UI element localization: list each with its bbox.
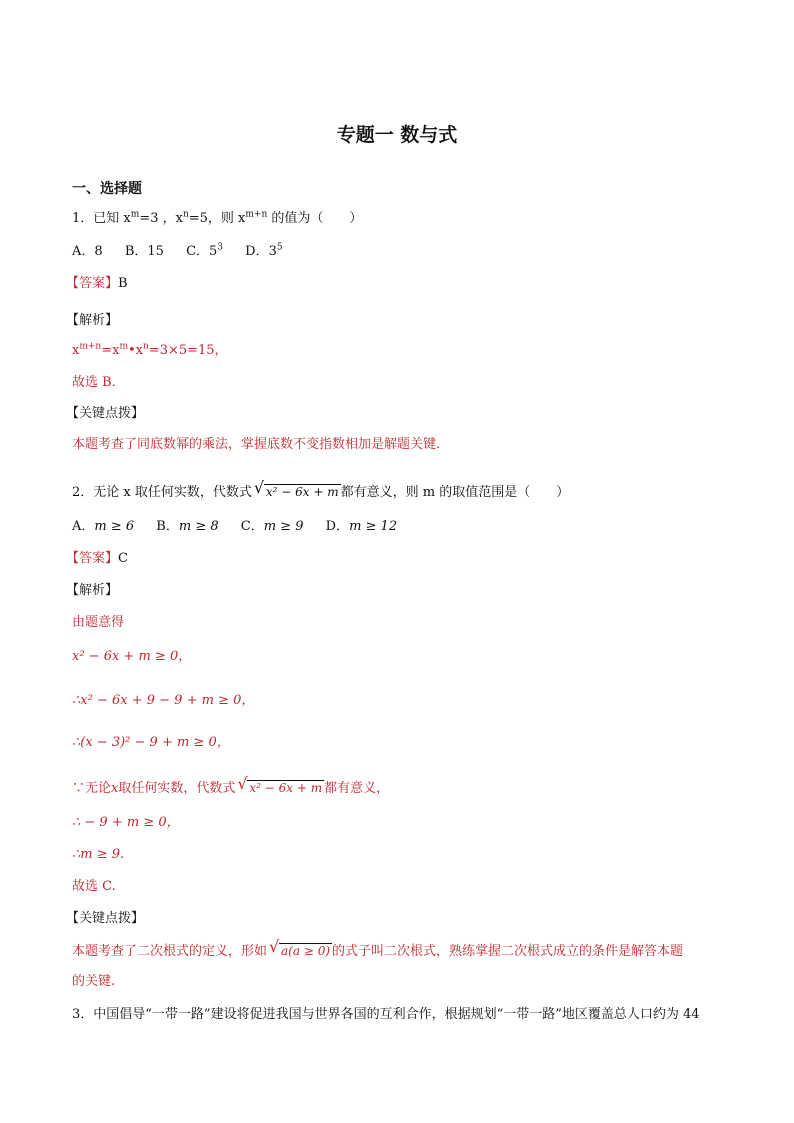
q1-option-b: B．15 (124, 244, 164, 259)
q1-option-a: A．8 (72, 244, 103, 259)
q2-analysis-label: 【解析】 (66, 583, 119, 598)
q2-analysis-line4: ∴(x − 3)² − 9 + m ≥ 0， (72, 735, 230, 750)
q1-option-d: D．$3^5$ (245, 242, 283, 259)
q2-option-b: B．m ≥ 8 (156, 519, 219, 534)
q2-key-label: 【关键点拨】 (66, 911, 145, 926)
q1-stem: 1．已知 $x^m=3$ ，$x^n=5$，则 $x^{m+n}$ 的值为（ ） (72, 209, 363, 226)
q2-analysis-line2: x² − 6x + m ≥ 0， (72, 649, 192, 664)
q1-analysis-line2: 故选 B． (72, 375, 125, 390)
q2-answer: 【答案】C (66, 551, 128, 566)
q1-options (72, 243, 301, 261)
q2-option-a: A．m ≥ 6 (72, 519, 135, 534)
q2-key-radical: √ a(a ≥ 0) (269, 942, 332, 961)
q1-analysis-label: 【解析】 (66, 313, 119, 328)
q2-analysis-line8: 故选 C. (72, 879, 116, 894)
q2-analysis-line1: 由题意得 (72, 615, 125, 630)
q2-analysis-line7: ∴m ≥ 9. (72, 847, 125, 862)
q1-key-label: 【关键点拨】 (66, 406, 145, 421)
q2-key-text-line1: 本题考查了二次根式的定义，形如√ a(a ≥ 0) 的式子叫二次根式，熟练掌握二次根式成立的条件是解答本题 (72, 942, 683, 961)
q2-analysis-line6: ∴ − 9 + m ≥ 0， (72, 815, 180, 830)
q1-answer: 【答案】B (66, 276, 128, 291)
q2-option-d: D．m ≥ 12 (325, 519, 398, 534)
q2-option-c: C．m ≥ 9 (240, 519, 304, 534)
q1-option-c: C．$5^3$ (186, 242, 224, 259)
q2-options (72, 518, 415, 536)
q2-analysis-line3: ∴x² − 6x + 9 − 9 + m ≥ 0， (72, 693, 255, 708)
q2-analysis-line5: ∵无论x取任何实数，代数式√ x² − 6x + m 都有意义， (72, 779, 389, 798)
q2-stem: 2．无论 x 取任何实数，代数式√ x² − 6x + m 都有意义，则 m 的取值范围是（ ） (72, 483, 569, 502)
q3-stem: 3．中国倡导“一带一路”建设将促进我国与世界各国的互利合作，根据规划“一带一路”地区覆盖总人口约为 44 (72, 1007, 700, 1022)
page-title: 专题一 数与式 (336, 124, 458, 146)
q2-radical: √ x² − 6x + m (254, 483, 341, 502)
q2-line5-radical: √ x² − 6x + m (237, 779, 324, 798)
q1-analysis-line1: $x^{m+n}=x^m•x^n=3\times 5=15$， (72, 341, 228, 358)
section-heading: 一、选择题 (72, 181, 142, 197)
q1-key-text: 本题考查了同底数幂的乘法，掌握底数不变指数相加是解题关键． (72, 437, 450, 452)
q2-key-text-line2: 的关键. (72, 974, 116, 989)
